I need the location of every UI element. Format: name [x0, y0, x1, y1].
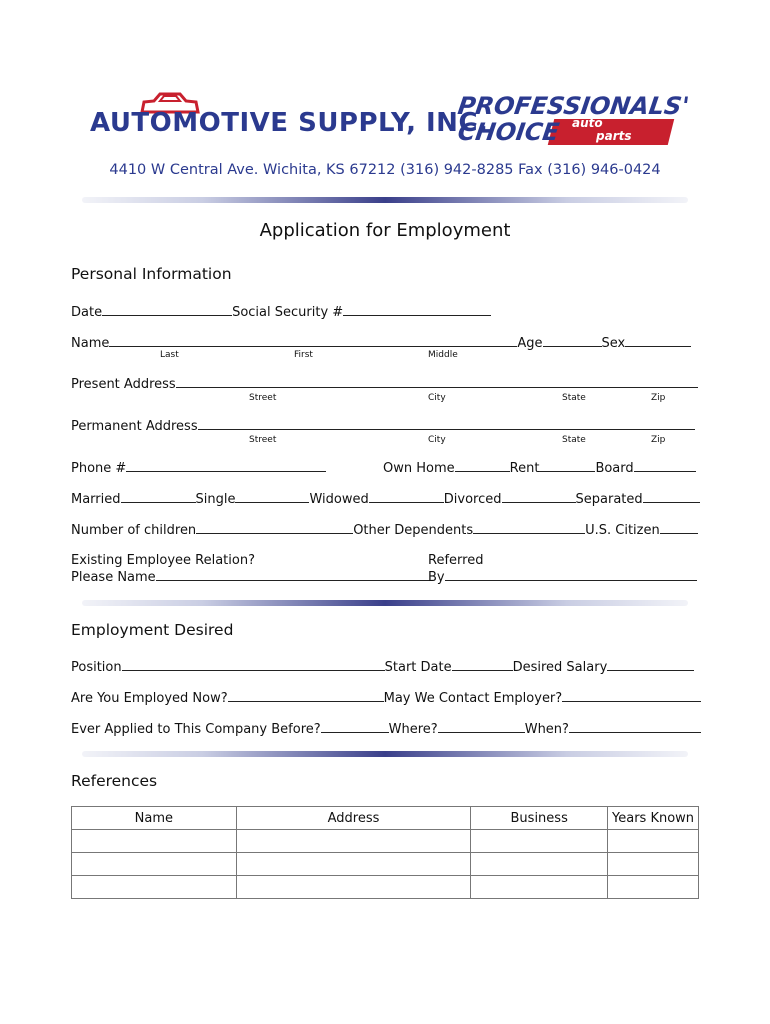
section-heading-references: References: [71, 772, 158, 790]
reference-address-cell[interactable]: [236, 876, 471, 899]
relation-label: Existing Employee Relation?: [71, 553, 255, 568]
phone-row: [71, 459, 326, 476]
desired-salary-field[interactable]: [607, 658, 694, 671]
please-name-row: [71, 568, 430, 585]
applied-before-field[interactable]: [321, 720, 389, 733]
phone-label: Phone #: [71, 461, 127, 476]
please-name-field[interactable]: [156, 568, 430, 581]
table-row: [72, 853, 699, 876]
permanent-address-label: Permanent Address: [71, 419, 198, 434]
col-header-business: Business: [471, 807, 608, 830]
present-address-row: [71, 375, 698, 392]
reference-business-cell[interactable]: [471, 853, 608, 876]
permanent-address-field[interactable]: [198, 417, 695, 430]
partner-logo: [456, 92, 691, 148]
where-field[interactable]: [438, 720, 525, 733]
children-field[interactable]: [196, 521, 353, 534]
divider: [82, 197, 688, 203]
sex-field[interactable]: [625, 334, 691, 347]
citizen-field[interactable]: [660, 521, 698, 534]
present-address-field[interactable]: [176, 375, 698, 388]
reference-address-cell[interactable]: [236, 853, 471, 876]
divider: [82, 751, 688, 757]
start-date-field[interactable]: [452, 658, 513, 671]
where-label: Where?: [388, 722, 438, 737]
rent-label: Rent: [509, 461, 540, 476]
reference-name-cell[interactable]: [72, 830, 237, 853]
single-label: Single: [195, 492, 236, 507]
partner-logo-sub1: auto: [572, 116, 603, 130]
partner-logo-sub: [558, 117, 631, 143]
table-row: [72, 876, 699, 899]
reference-name-cell[interactable]: [72, 876, 237, 899]
applied-before-row: [71, 720, 701, 737]
board-field[interactable]: [634, 459, 696, 472]
reference-years-cell[interactable]: [608, 853, 699, 876]
applied-before-label: Ever Applied to This Company Before?: [71, 722, 321, 737]
own-home-label: Own Home: [383, 461, 455, 476]
partner-logo-sub2: parts: [596, 129, 632, 143]
please-name-label: Please Name: [71, 570, 156, 585]
permanent-sublabel-zip: Zip: [651, 435, 666, 445]
when-field[interactable]: [569, 720, 701, 733]
desired-salary-label: Desired Salary: [512, 660, 608, 675]
widowed-field[interactable]: [369, 490, 444, 503]
date-label: Date: [71, 305, 103, 320]
position-label: Position: [71, 660, 122, 675]
present-address-label: Present Address: [71, 377, 176, 392]
date-ssn-row: [71, 303, 491, 320]
col-header-name: Name: [72, 807, 237, 830]
section-heading-employment: Employment Desired: [71, 621, 234, 639]
name-label: Name: [71, 336, 110, 351]
name-sublabel-first: First: [294, 350, 313, 360]
employed-now-field[interactable]: [228, 689, 384, 702]
employed-now-row: [71, 689, 701, 706]
when-label: When?: [524, 722, 569, 737]
partner-logo-line1: PROFESSIONALS': [456, 92, 691, 120]
referred-by-label: By: [428, 570, 445, 585]
present-sublabel-street: Street: [249, 393, 277, 403]
company-logo: AUTOMOTIVE SUPPLY, INC.: [90, 108, 489, 138]
references-header-row: [72, 807, 699, 830]
name-row: [71, 334, 691, 351]
married-field[interactable]: [121, 490, 196, 503]
referred-label: Referred: [428, 553, 484, 568]
present-sublabel-zip: Zip: [651, 393, 666, 403]
section-heading-personal: Personal Information: [71, 265, 232, 283]
marital-status-row: [71, 490, 700, 507]
partner-logo-line2: CHOICE: [456, 118, 562, 146]
single-field[interactable]: [235, 490, 309, 503]
ssn-label: Social Security #: [232, 305, 344, 320]
reference-years-cell[interactable]: [608, 830, 699, 853]
permanent-sublabel-city: City: [428, 435, 446, 445]
reference-address-cell[interactable]: [236, 830, 471, 853]
age-field[interactable]: [543, 334, 602, 347]
contact-employer-label: May We Contact Employer?: [383, 691, 563, 706]
married-label: Married: [71, 492, 121, 507]
permanent-address-row: [71, 417, 695, 434]
separated-label: Separated: [575, 492, 643, 507]
company-address: 4410 W Central Ave. Wichita, KS 67212 (316) 942-8285 Fax (316) 946-0424: [109, 162, 661, 178]
contact-employer-field[interactable]: [562, 689, 701, 702]
age-label: Age: [517, 336, 543, 351]
rent-field[interactable]: [539, 459, 595, 472]
divorced-label: Divorced: [443, 492, 502, 507]
reference-years-cell[interactable]: [608, 876, 699, 899]
name-sublabel-last: Last: [160, 350, 179, 360]
board-label: Board: [595, 461, 634, 476]
sex-label: Sex: [601, 336, 626, 351]
widowed-label: Widowed: [309, 492, 369, 507]
divorced-field[interactable]: [502, 490, 576, 503]
children-label: Number of children: [71, 523, 197, 538]
citizen-label: U.S. Citizen: [585, 523, 660, 538]
separated-field[interactable]: [643, 490, 700, 503]
start-date-label: Start Date: [384, 660, 452, 675]
permanent-sublabel-state: State: [562, 435, 586, 445]
reference-business-cell[interactable]: [471, 876, 608, 899]
reference-business-cell[interactable]: [471, 830, 608, 853]
permanent-sublabel-street: Street: [249, 435, 277, 445]
present-sublabel-state: State: [562, 393, 586, 403]
references-table: [71, 806, 699, 899]
phone-field[interactable]: [126, 459, 326, 472]
housing-row: [383, 459, 696, 476]
other-dependents-label: Other Dependents: [353, 523, 474, 538]
name-sublabel-middle: Middle: [428, 350, 458, 360]
position-field[interactable]: [122, 658, 385, 671]
other-dependents-field[interactable]: [473, 521, 585, 534]
own-home-field[interactable]: [455, 459, 510, 472]
employed-now-label: Are You Employed Now?: [71, 691, 228, 706]
date-field[interactable]: [102, 303, 232, 316]
dependents-row: [71, 521, 698, 538]
referred-by-field[interactable]: [445, 568, 697, 581]
name-field[interactable]: [109, 334, 517, 347]
col-header-years-known: Years Known: [608, 807, 699, 830]
col-header-address: Address: [236, 807, 471, 830]
reference-name-cell[interactable]: [72, 853, 237, 876]
page-title: Application for Employment: [259, 220, 511, 241]
referred-by-row: [428, 568, 697, 585]
table-row: [72, 830, 699, 853]
divider: [82, 600, 688, 606]
present-sublabel-city: City: [428, 393, 446, 403]
position-row: [71, 658, 694, 675]
ssn-field[interactable]: [343, 303, 491, 316]
